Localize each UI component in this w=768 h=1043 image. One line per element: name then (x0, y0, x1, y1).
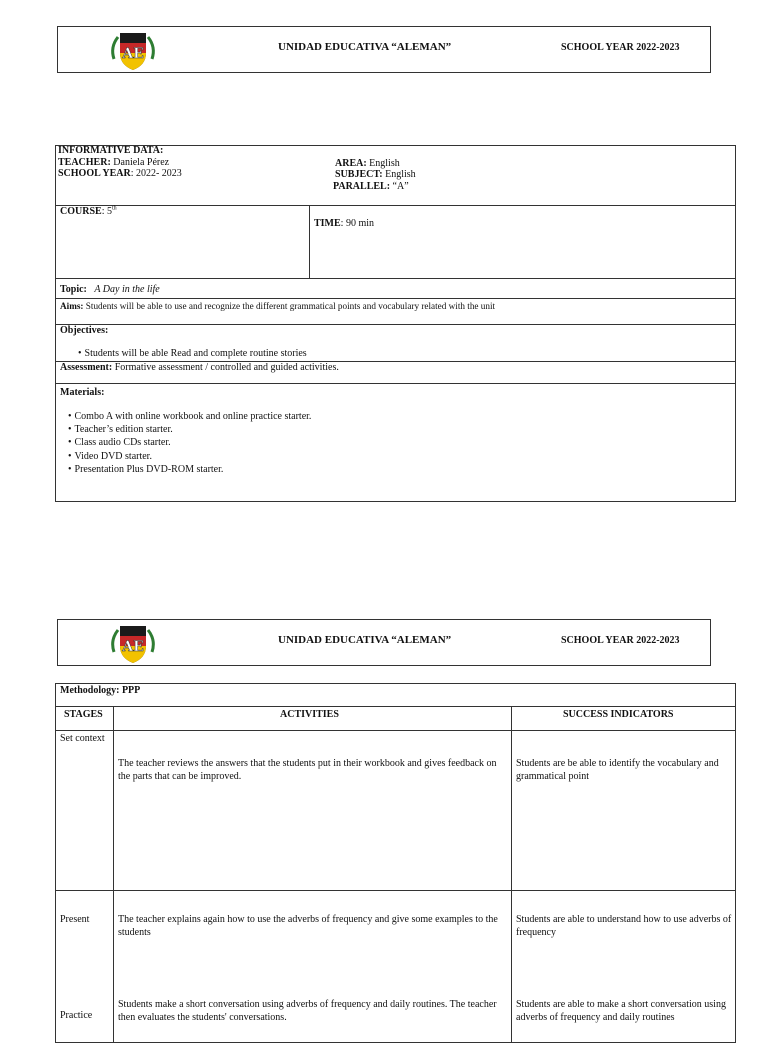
activity-cell: Students make a short conversation using adverbs of frequency and daily routines. The teacher then evaluates the students' conversations. (118, 999, 497, 1023)
indicator-cell: Students are able to understand how to use adverbs of frequency (516, 914, 732, 938)
course-field: COURSE: 5th (60, 205, 117, 217)
activity-cell: The teacher reviews the answers that the students put in their workbook and gives feedback on the parts that can be improved. (118, 758, 497, 782)
topic-field: Topic: A Day in the life (60, 284, 160, 295)
time-field: TIME: 90 min (314, 218, 375, 229)
school-year-header: SCHOOL YEAR 2022-2023 (561, 635, 680, 646)
objectives-label: Objectives: (60, 325, 109, 336)
page-header-2 (57, 619, 711, 666)
materials-label: Materials: (60, 387, 105, 398)
objective-item: • Students will be able Read and complete routine stories (78, 347, 307, 360)
col-header-stages: STAGES (64, 709, 103, 720)
methodology-label: Methodology: PPP (60, 685, 141, 696)
assessment-field: Assessment: Formative assessment / controlled and guided activities. (60, 362, 339, 373)
school-logo-icon (108, 29, 158, 72)
material-item: • Class audio CDs starter. (68, 436, 171, 449)
school-name: UNIDAD EDUCATIVA “ALEMAN” (278, 41, 452, 53)
school-year-field: SCHOOL YEAR: 2022- 2023 (58, 168, 182, 179)
logo-letters: AE (122, 46, 144, 62)
col-header-activities: ACTIVITIES (280, 709, 339, 720)
page-header (57, 26, 711, 73)
area-field: AREA: English (335, 158, 400, 169)
stage-cell: Practice (60, 1010, 93, 1021)
teacher-field: TEACHER: Daniela Pérez (58, 157, 170, 168)
logo-letters: AE (122, 639, 144, 655)
indicator-cell: Students are able to make a short conversation using adverbs of frequency and daily routines (516, 999, 726, 1023)
parallel-field: PARALLEL: “A” (333, 181, 409, 192)
subject-field: SUBJECT: English (335, 169, 416, 180)
material-item: • Combo A with online workbook and online practice starter. (68, 410, 311, 423)
material-item: • Teacher’s edition starter. (68, 423, 173, 436)
school-name: UNIDAD EDUCATIVA “ALEMAN” (278, 634, 452, 646)
methodology-table (55, 683, 736, 1043)
activity-cell: The teacher explains again how to use the adverbs of frequency and give some examples to the students (118, 914, 498, 938)
material-item: • Video DVD starter. (68, 450, 152, 463)
informative-data-heading: INFORMATIVE DATA: (58, 145, 164, 156)
school-year-header: SCHOOL YEAR 2022-2023 (561, 42, 680, 53)
indicator-cell: Students are be able to identify the vocabulary and grammatical point (516, 758, 719, 782)
aims-field: Aims: Students will be able to use and recognize the different grammatical points and vocabulary related with the unit (60, 301, 496, 311)
stage-cell: Set context (60, 733, 105, 744)
school-logo-icon (108, 622, 158, 665)
col-header-success: SUCCESS INDICATORS (563, 709, 674, 720)
stage-cell: Present (60, 914, 90, 925)
material-item: • Presentation Plus DVD-ROM starter. (68, 463, 223, 476)
